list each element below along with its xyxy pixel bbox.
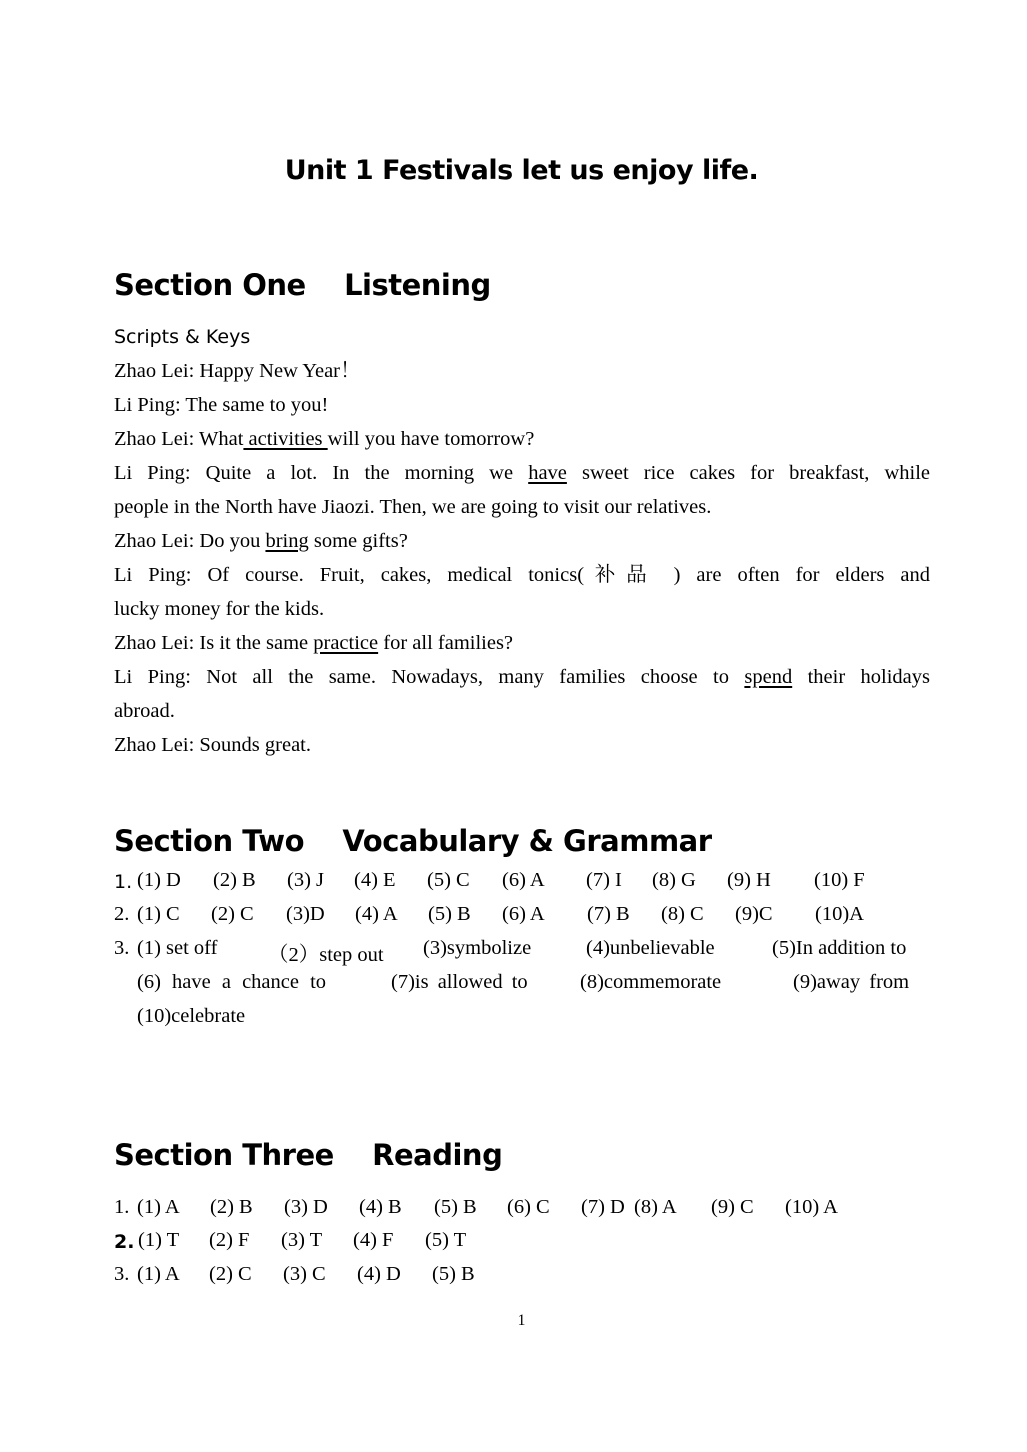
answer-item: (4) A [355, 903, 398, 925]
answer-item: (7)is allowed to [391, 971, 528, 993]
answer-item: (10)celebrate [137, 1005, 246, 1027]
answer-item: (4)unbelievable [586, 937, 715, 959]
answer-item: (1) set off [137, 937, 218, 959]
answer-item: (3) J [287, 869, 325, 891]
answer-item: (5) C [427, 869, 470, 891]
question-number: 2. [114, 903, 130, 925]
dialogue-line [114, 422, 930, 456]
answer-blank: activities [243, 428, 328, 450]
answer-item: (5) B [428, 903, 471, 925]
answer-item: (2) F [209, 1229, 250, 1251]
answer-item: (4) D [357, 1263, 401, 1285]
section-three-heading: Section Three Reading [114, 1138, 503, 1172]
answer-item: (3) T [281, 1229, 323, 1251]
section-one-subheading: Scripts & Keys [114, 326, 251, 348]
answer-blank: have [528, 462, 567, 484]
dialogue-text: Zhao Lei: What [114, 428, 244, 450]
answer-item: (2) C [209, 1263, 252, 1285]
answer-item: (5) B [434, 1196, 477, 1218]
answer-item: (7) B [587, 903, 630, 925]
answer-item: (2) B [210, 1196, 253, 1218]
answer-item: (8) A [634, 1196, 677, 1218]
answer-item: (5) B [432, 1263, 475, 1285]
answer-item: (1) T [138, 1229, 180, 1251]
answer-item: (4) E [354, 869, 396, 891]
dialogue-line [114, 660, 930, 694]
answer-item: (10) F [814, 869, 865, 891]
dialogue-line: Zhao Lei: Sounds great. [114, 734, 311, 756]
answer-item: (2) C [211, 903, 254, 925]
answer-blank: bring [265, 530, 309, 552]
answer-item: (4) B [359, 1196, 402, 1218]
dialogue-line [114, 626, 930, 660]
dialogue-line: Zhao Lei: Happy New Year！ [114, 360, 361, 382]
answer-item: (6) have a chance to [137, 971, 327, 993]
dialogue-text: Zhao Lei: Do you [114, 530, 261, 552]
question-number: 3. [114, 1263, 130, 1285]
answer-item: (8) C [661, 903, 704, 925]
answer-item: (1) D [137, 869, 181, 891]
dialogue-text: sweet rice cakes for breakfast, while [581, 462, 931, 484]
dialogue-text: some gifts? [313, 530, 408, 552]
answer-item: (4) F [353, 1229, 394, 1251]
dialogue-text: Li Ping: Not all the same. Nowadays, many families choose to [114, 666, 729, 688]
answer-item: (8)commemorate [580, 971, 722, 993]
question-number: 2. [114, 1231, 135, 1253]
answer-item: (3) C [283, 1263, 326, 1285]
answer-item: (8) G [652, 869, 696, 891]
dialogue-text: Li Ping: Quite a lot. In the morning we [114, 462, 514, 484]
answer-item: (3)D [286, 903, 325, 925]
answer-item: (9) C [711, 1196, 754, 1218]
dialogue-line [114, 524, 930, 558]
answer-item: (9) H [727, 869, 771, 891]
answer-item: （2）step out [268, 944, 384, 966]
page-title: Unit 1 Festivals let us enjoy life. [284, 155, 759, 186]
answer-item: (6) C [507, 1196, 550, 1218]
dialogue-line: Li Ping: The same to you! [114, 394, 329, 416]
dialogue-text: will you have tomorrow? [327, 428, 535, 450]
dialogue-line: lucky money for the kids. [114, 598, 325, 620]
answer-item: (5) T [425, 1229, 467, 1251]
question-number: 3. [114, 937, 130, 959]
answer-item: (6) A [502, 903, 545, 925]
answer-item: (7) I [586, 869, 622, 891]
answer-item: (7) D [581, 1196, 625, 1218]
dialogue-line: abroad. [114, 700, 175, 722]
section-two-heading: Section Two Vocabulary & Grammar [114, 824, 712, 858]
answer-item: (3)symbolize [423, 937, 532, 959]
dialogue-line: Li Ping: Of course. Fruit, cakes, medical tonics(补品 ) are often for elders and [114, 564, 930, 586]
dialogue-line [114, 456, 930, 490]
answer-item: (10)A [815, 903, 864, 925]
answer-item: (1) A [137, 1263, 180, 1285]
answer-item: (2) B [213, 869, 256, 891]
question-number: 1. [114, 871, 133, 893]
answer-item: (5)In addition to [772, 937, 907, 959]
page-number: 1 [517, 1312, 526, 1329]
dialogue-text: Zhao Lei: Is it the same [114, 632, 309, 654]
dialogue-text: for all families? [383, 632, 514, 654]
answer-item: (3) D [284, 1196, 328, 1218]
section-one-heading: Section One Listening [114, 268, 491, 302]
answer-item: (9)away from [793, 971, 910, 993]
answer-item: (9)C [735, 903, 773, 925]
answer-item: (1) C [137, 903, 180, 925]
question-number: 1. [114, 1196, 130, 1218]
dialogue-text: their holidays [807, 666, 931, 688]
answer-blank: spend [744, 666, 793, 688]
answer-item: (10) A [785, 1196, 838, 1218]
answer-blank: practice [313, 632, 379, 654]
answer-item: (1) A [137, 1196, 180, 1218]
answer-item: (6) A [502, 869, 545, 891]
dialogue-line: people in the North have Jiaozi. Then, we are going to visit our relatives. [114, 496, 712, 518]
